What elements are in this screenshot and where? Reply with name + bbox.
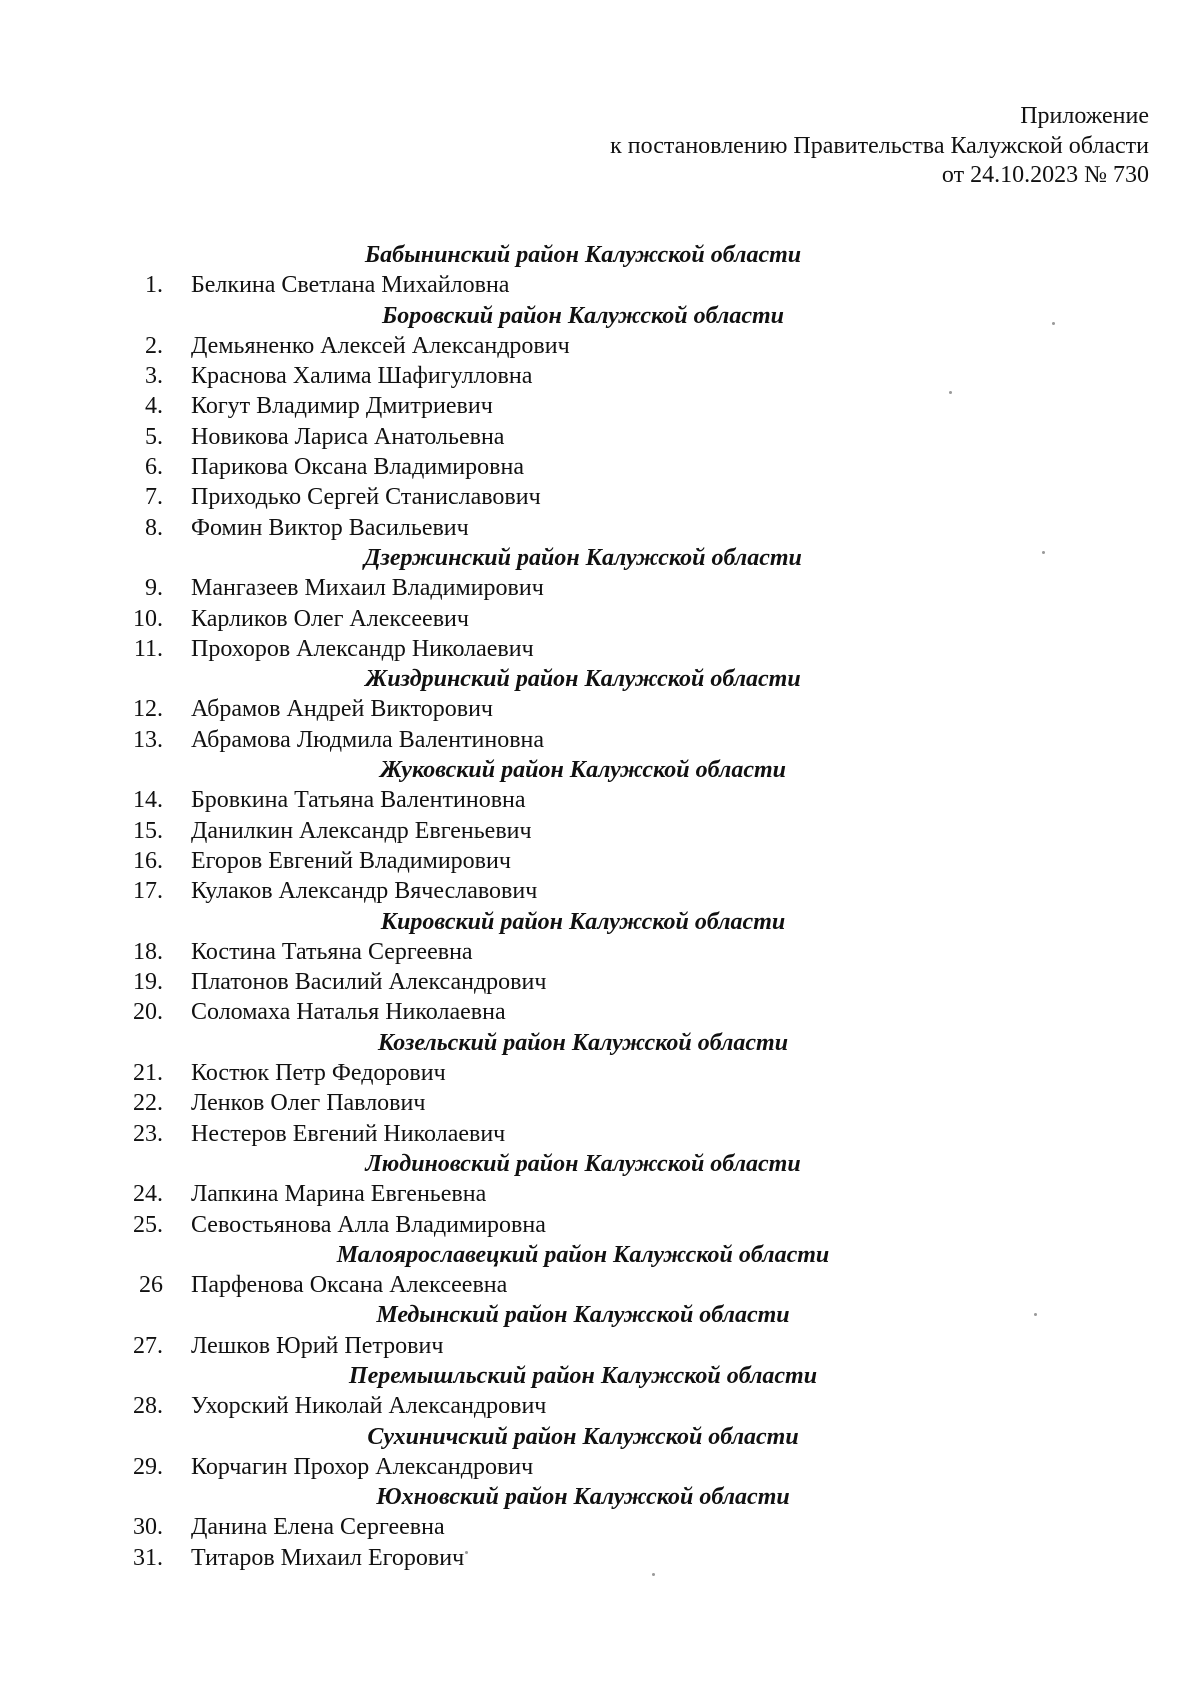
person-name: Белкина Светлана Михайловна: [191, 272, 510, 299]
district-heading-text: Перемышльский район Калужской области: [348, 1362, 818, 1389]
person-number: 22.: [133, 1090, 163, 1117]
person-name: Приходько Сергей Станиславович: [191, 484, 541, 511]
person-number: 3.: [145, 363, 163, 390]
person-row: [0, 846, 1200, 876]
person-name: Прохоров Александр Николаевич: [191, 635, 534, 662]
district-heading: [0, 240, 1200, 270]
person-name: Абрамов Андрей Викторович: [191, 696, 493, 723]
district-heading-text: Боровский район Калужской области: [381, 302, 785, 329]
person-number: 26: [139, 1272, 163, 1299]
person-number: 19.: [133, 969, 163, 996]
person-name: Корчагин Прохор Александрович: [191, 1453, 534, 1480]
district-heading-text: Сухиничский район Калужской области: [367, 1423, 799, 1450]
person-number: 30.: [133, 1514, 163, 1541]
person-row: [0, 725, 1200, 755]
person-row: [0, 1543, 1200, 1573]
person-name: Фомин Виктор Васильевич: [191, 514, 469, 541]
person-name: Мангазеев Михаил Владимирович: [191, 575, 544, 602]
district-heading: [0, 664, 1200, 694]
district-heading-text: Медынский район Калужской области: [376, 1302, 790, 1329]
district-heading: [0, 1482, 1200, 1512]
person-number: 25.: [133, 1211, 163, 1238]
person-name: Ленков Олег Павлович: [191, 1090, 426, 1117]
person-name: Данилкин Александр Евгеньевич: [191, 817, 532, 844]
person-row: [0, 452, 1200, 482]
person-name: Демьяненко Алексей Александрович: [191, 332, 570, 359]
person-name: Нестеров Евгений Николаевич: [191, 1120, 506, 1147]
person-name: Костина Татьяна Сергеевна: [191, 938, 473, 965]
person-number: 1.: [145, 272, 163, 299]
district-heading: [0, 543, 1200, 573]
person-number: 5.: [145, 423, 163, 450]
district-heading-text: Бабынинский район Калужской области: [364, 242, 802, 268]
scan-speck: [1052, 322, 1055, 325]
person-number: 13.: [133, 726, 163, 753]
person-name: Платонов Василий Александрович: [191, 969, 547, 996]
person-number: 11.: [133, 635, 163, 662]
person-row: [0, 482, 1200, 512]
person-row: [0, 361, 1200, 391]
person-number: 17.: [133, 878, 163, 905]
scan-speck: [1034, 1313, 1037, 1316]
district-heading-text: Жуковский район Калужской области: [379, 757, 787, 784]
person-row: [0, 937, 1200, 967]
person-row: [0, 1210, 1200, 1240]
person-row: [0, 391, 1200, 421]
person-number: 2.: [145, 332, 163, 359]
person-row: [0, 1119, 1200, 1149]
person-name: Абрамова Людмила Валентиновна: [191, 726, 545, 753]
person-number: 29.: [133, 1453, 163, 1480]
person-row: [0, 513, 1200, 543]
person-row: [0, 331, 1200, 361]
person-row: [0, 1179, 1200, 1209]
district-heading: [0, 907, 1200, 937]
person-number: 23.: [133, 1120, 163, 1147]
person-name: Кулаков Александр Вячеславович: [191, 878, 538, 905]
person-number: 8.: [145, 514, 163, 541]
person-number: 24.: [133, 1181, 163, 1208]
appendix-title: Приложение: [1020, 103, 1149, 129]
person-row: [0, 1088, 1200, 1118]
person-row: [0, 1331, 1200, 1361]
person-number: 16.: [133, 847, 163, 874]
person-number: 10.: [133, 605, 163, 632]
person-name: Севостьянова Алла Владимировна: [191, 1211, 546, 1238]
person-row: [0, 816, 1200, 846]
person-name: Соломаха Наталья Николаевна: [191, 999, 506, 1026]
persons-list: [0, 240, 1200, 1573]
scan-speck: [465, 1551, 468, 1554]
person-number: 12.: [133, 696, 163, 723]
district-heading-text: Козельский район Калужской области: [377, 1029, 789, 1056]
person-row: [0, 997, 1200, 1027]
person-name: Когут Владимир Дмитриевич: [191, 393, 493, 420]
person-row: [0, 876, 1200, 906]
person-name: Бровкина Татьяна Валентиновна: [191, 787, 526, 814]
person-row: [0, 1512, 1200, 1542]
person-number: 18.: [133, 938, 163, 965]
person-name: Лапкина Марина Евгеньевна: [191, 1181, 487, 1208]
scan-speck: [949, 391, 952, 394]
person-row: [0, 1270, 1200, 1300]
person-name: Новикова Лариса Анатольевна: [191, 423, 505, 450]
appendix-header: [449, 102, 1149, 191]
person-row: [0, 270, 1200, 300]
person-row: [0, 634, 1200, 664]
district-heading: [0, 1028, 1200, 1058]
person-row: [0, 1452, 1200, 1482]
district-heading-text: Кировский район Калужской области: [380, 908, 786, 935]
person-row: [0, 967, 1200, 997]
person-number: 6.: [145, 454, 163, 481]
district-heading: [0, 1422, 1200, 1452]
person-number: 14.: [133, 787, 163, 814]
person-row: [0, 785, 1200, 815]
district-heading: [0, 1149, 1200, 1179]
scan-speck: [652, 1573, 655, 1576]
district-heading-text: Людиновский район Калужской области: [365, 1150, 801, 1177]
person-name: Карликов Олег Алексеевич: [191, 605, 469, 632]
district-heading-text: Жиздринский район Калужской области: [365, 666, 801, 693]
appendix-reference: к постановлению Правительства Калужской области: [610, 132, 1149, 159]
person-number: 21.: [133, 1060, 163, 1087]
person-number: 4.: [145, 393, 163, 420]
district-heading: [0, 755, 1200, 785]
district-heading-text: Дзержинский район Калужской области: [364, 544, 802, 571]
person-number: 7.: [145, 484, 163, 511]
district-heading: [0, 1361, 1200, 1391]
person-name: Данина Елена Сергеевна: [191, 1514, 445, 1541]
person-name: Костюк Петр Федорович: [191, 1060, 446, 1087]
person-name: Краснова Халима Шафигулловна: [191, 363, 533, 390]
scan-speck: [1042, 551, 1045, 554]
person-number: 31.: [133, 1544, 163, 1571]
person-number: 9.: [145, 575, 163, 602]
person-row: [0, 573, 1200, 603]
person-row: [0, 1391, 1200, 1421]
person-name: Лешков Юрий Петрович: [191, 1332, 444, 1359]
appendix-date-number: от 24.10.2023 № 730: [941, 162, 1149, 188]
person-number: 28.: [133, 1393, 163, 1420]
person-name: Парикова Оксана Владимировна: [191, 454, 524, 481]
district-heading-text: Малоярославецкий район Калужской области: [336, 1241, 830, 1268]
person-row: [0, 1058, 1200, 1088]
district-heading-text: Юхновский район Калужской области: [376, 1484, 790, 1511]
person-number: 20.: [133, 999, 163, 1026]
person-name: Егоров Евгений Владимирович: [191, 847, 511, 874]
district-heading: [0, 301, 1200, 331]
person-number: 15.: [133, 817, 163, 844]
person-name: Ухорский Николай Александрович: [191, 1393, 547, 1420]
person-row: [0, 694, 1200, 724]
person-row: [0, 604, 1200, 634]
person-name: Парфенова Оксана Алексеевна: [191, 1272, 508, 1299]
district-heading: [0, 1240, 1200, 1270]
person-row: [0, 422, 1200, 452]
person-number: 27.: [133, 1332, 163, 1359]
person-name: Титаров Михаил Егорович: [191, 1544, 465, 1571]
district-heading: [0, 1300, 1200, 1330]
